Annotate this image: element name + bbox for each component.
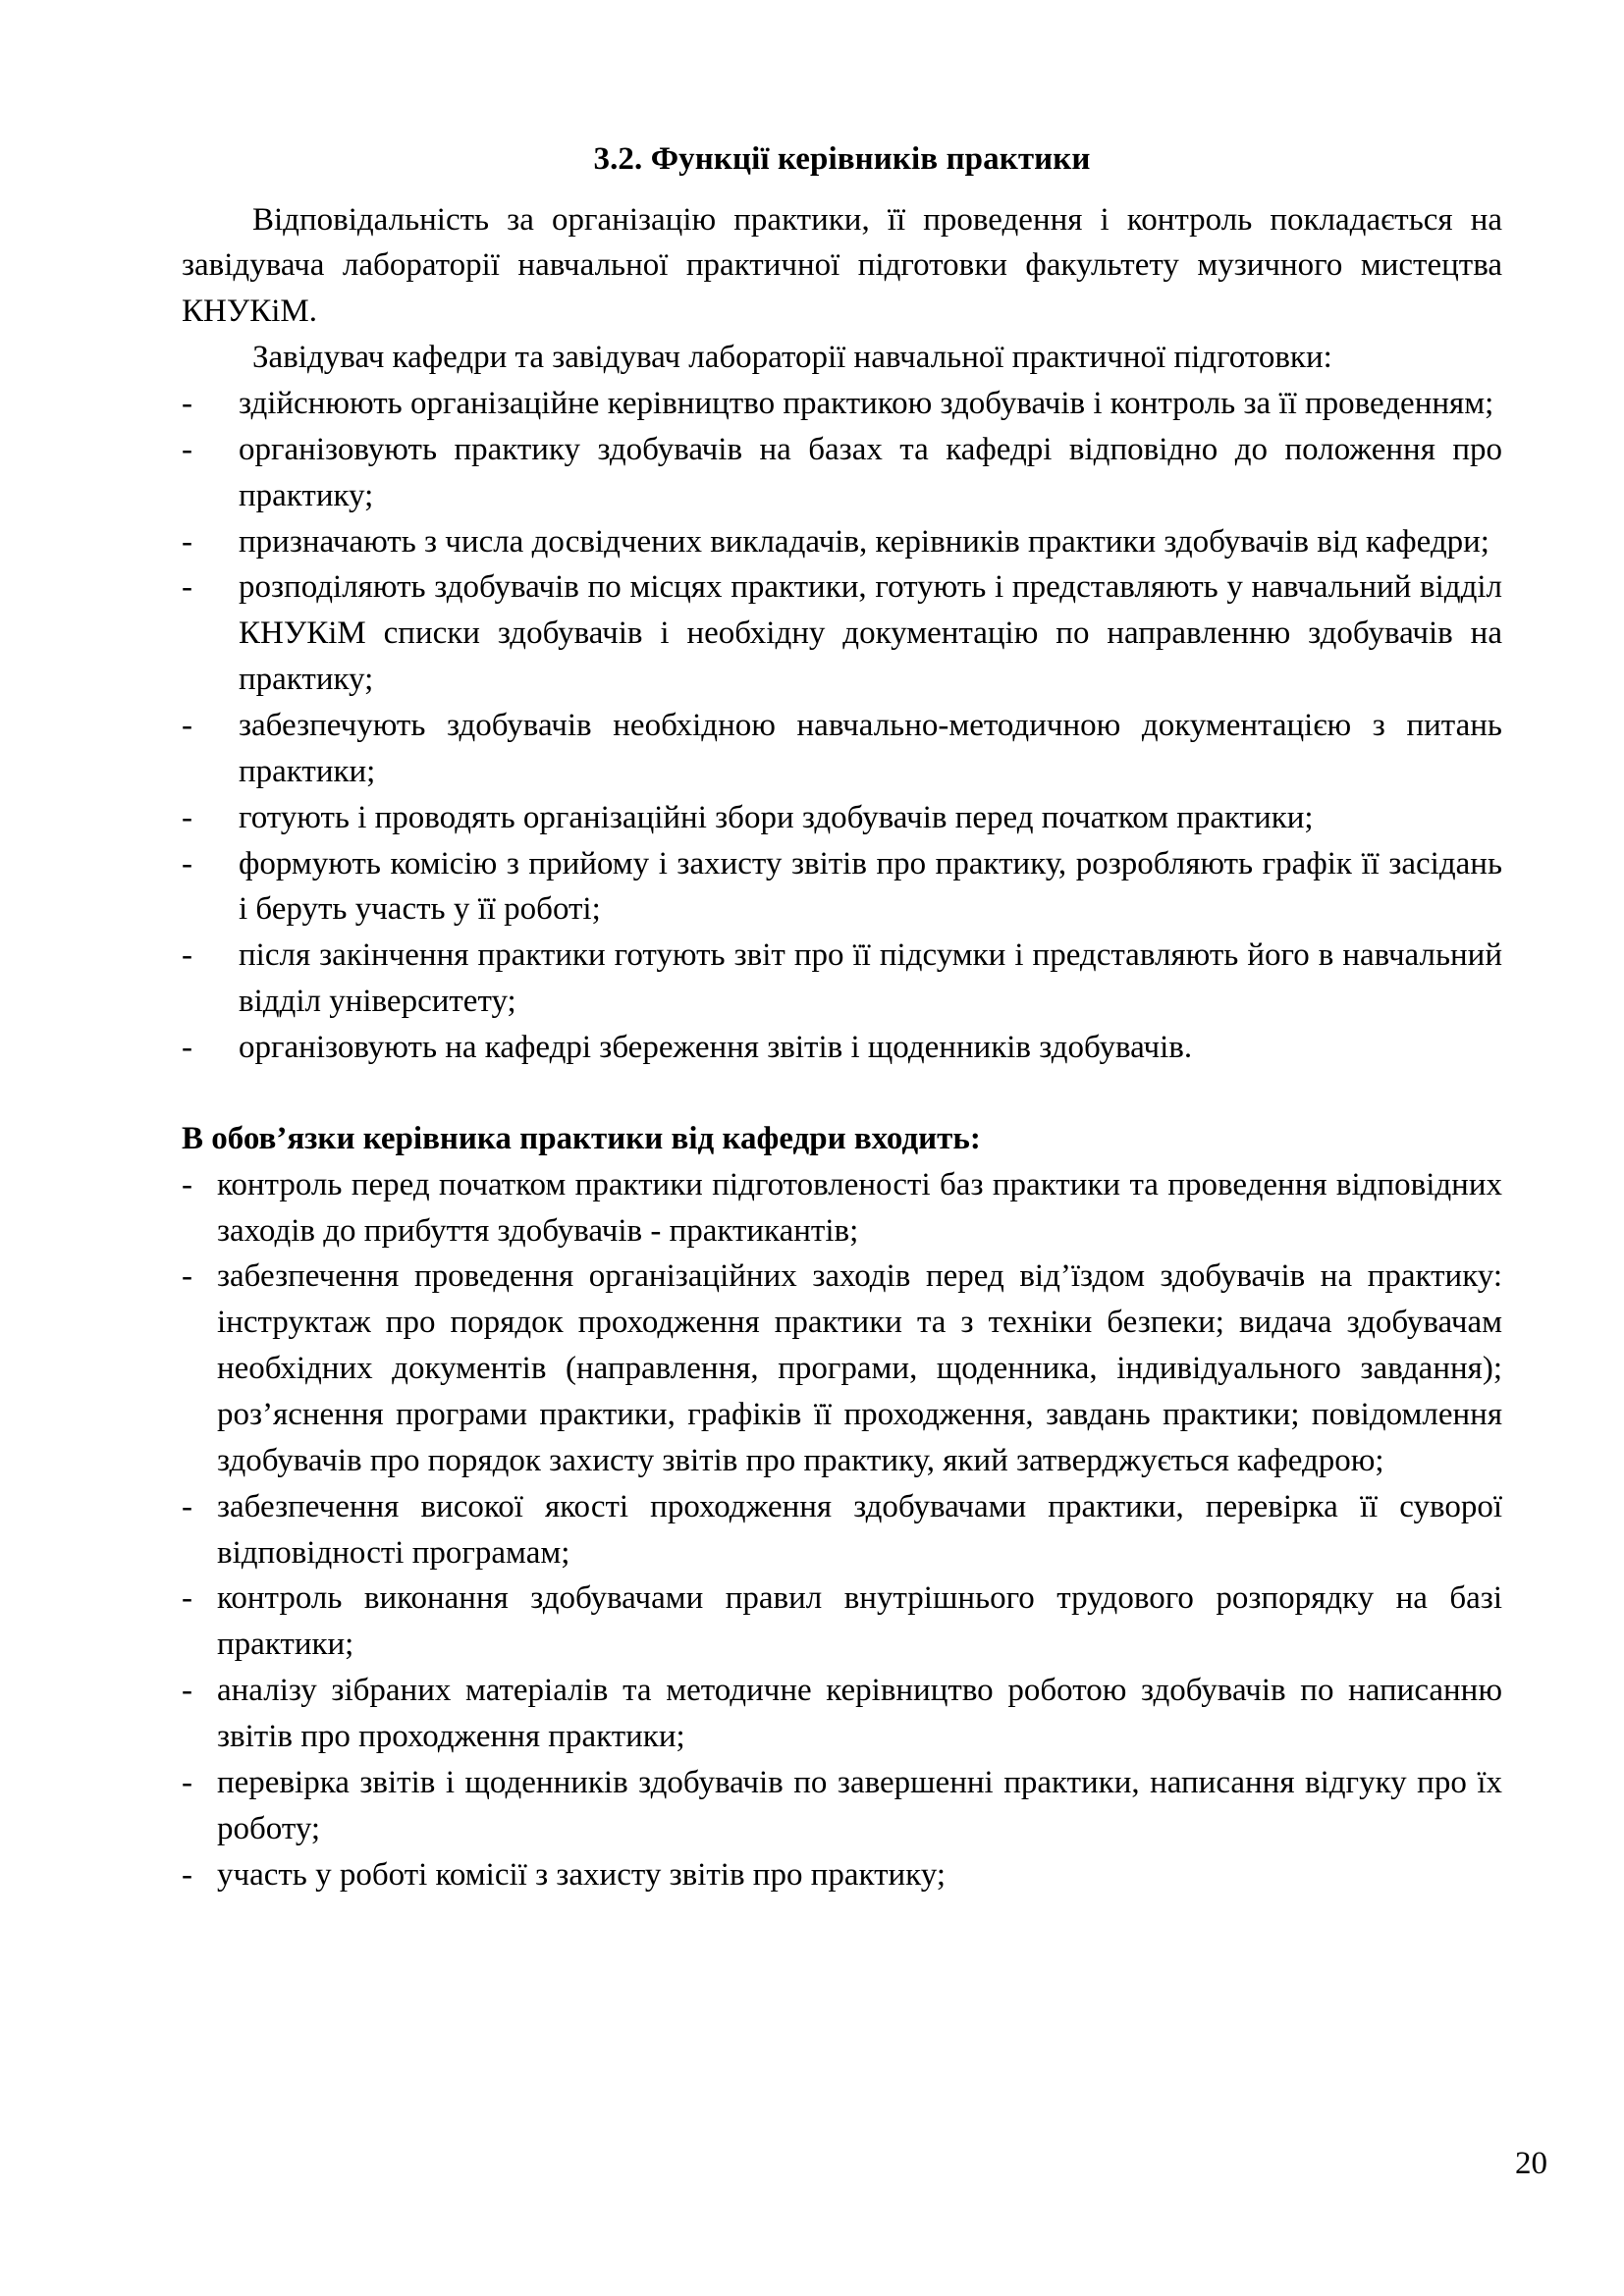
list-item-text: забезпечення високої якості проходження здобувачами практики, перевірка її суворої відповідності програмам; — [217, 1488, 1502, 1571]
intro-paragraph-2: Завідувач кафедри та завідувач лабораторії навчальної практичної підготовки: — [252, 340, 1332, 376]
page-title: 3.2. Функції керівників практики — [593, 141, 1091, 177]
list-item-text: призначають з числа досвідчених викладачів, керівників практики здобувачів від кафедри; — [239, 523, 1489, 560]
bullet-dash-icon: - — [182, 1488, 192, 1524]
bullet-dash-icon: - — [182, 523, 192, 560]
list-item-text: контроль виконання здобувачами правил внутрішнього трудового розпорядку на базі практики; — [217, 1580, 1502, 1663]
list-item — [182, 1760, 1502, 1852]
list-item — [182, 381, 1502, 427]
list-item — [182, 1852, 1502, 1898]
list-item-text: аналізу зібраних матеріалів та методичне керівництво роботою здобувачів по написанню звітів про проходження практики; — [217, 1673, 1502, 1755]
list-item — [182, 1484, 1502, 1576]
intro-paragraph-1: Відповідальність за організацію практики, її проведення і контроль покладається на завідувача лабораторії навчальної практичної підготовки факультету музичного мистецтва КНУКіМ. — [182, 201, 1502, 330]
bullet-dash-icon: - — [182, 1030, 192, 1066]
list-item-text: перевірка звітів і щоденників здобувачів по завершенні практики, написання відгуку про їх роботу; — [217, 1764, 1502, 1846]
list-item — [182, 703, 1502, 795]
list-item-text: організовують на кафедрі збереження звітів і щоденників здобувачів. — [239, 1030, 1193, 1066]
bullet-dash-icon: - — [182, 799, 192, 835]
bullet-dash-icon: - — [182, 1673, 192, 1709]
subheading-supervisor-duties: В обов’язки керівника практики від кафедри входить: — [182, 1120, 981, 1156]
list-item-text: розподіляють здобувачів по місцях практики, готують і представляють у навчальний відділ КНУКіМ списки здобувачів і необхідну документацію по направленню здобувачів на практику; — [239, 569, 1502, 698]
bullet-dash-icon: - — [182, 1764, 192, 1800]
list-item-text: формують комісію з прийому і захисту звітів про практику, розробляють графік її засідань і беруть участь у її роботі; — [239, 845, 1502, 928]
list-item-text: організовують практику здобувачів на базах та кафедрі відповідно до положення про практику; — [239, 431, 1502, 513]
list-item-text: здійснюють організаційне керівництво практикою здобувачів і контроль за її проведенням; — [239, 385, 1494, 421]
list-item — [182, 841, 1502, 934]
list-item-text: після закінчення практики готують звіт про її підсумки і представляють його в навчальний відділ університету; — [239, 937, 1502, 1020]
list-item — [182, 519, 1502, 565]
list-item — [182, 564, 1502, 703]
list-item-text: готують і проводять організаційні збори здобувачів перед початком практики; — [239, 799, 1314, 835]
list-item — [182, 1254, 1502, 1483]
page-number: 20 — [1515, 2146, 1547, 2181]
bullet-dash-icon: - — [182, 1166, 192, 1202]
section-spacer — [182, 1071, 1502, 1116]
list-item — [182, 1575, 1502, 1668]
list-item — [182, 795, 1502, 841]
list-item-text: участь у роботі комісії з захисту звітів про практику; — [217, 1856, 946, 1893]
list-item — [182, 1668, 1502, 1760]
list-item-text: забезпечують здобувачів необхідною навчально-методичною документацією з питань практики; — [239, 708, 1502, 789]
duties-list-department-heads — [182, 381, 1502, 1071]
bullet-dash-icon: - — [182, 845, 192, 881]
list-item — [182, 427, 1502, 519]
bullet-dash-icon: - — [182, 569, 192, 606]
bullet-dash-icon: - — [182, 1856, 192, 1893]
list-item — [182, 1162, 1502, 1255]
bullet-dash-icon: - — [182, 1258, 192, 1295]
bullet-dash-icon: - — [182, 937, 192, 974]
bullet-dash-icon: - — [182, 708, 192, 743]
list-item-text: забезпечення проведення організаційних заходів перед від’їздом здобувачів на практику: інструктаж про порядок проходження практики та з техніки безпеки; видача здобувачам необхідних документів (направлення, програми, щоденника, індивідуального завдання); роз’яснення програми практики, графіків її проходження, завдань практики; повідомлення здобувачів про порядок захисту звітів про практику, який затверджується кафедрою; — [217, 1258, 1502, 1478]
page-content — [182, 137, 1502, 1897]
duties-list-practice-supervisor — [182, 1162, 1502, 1898]
bullet-dash-icon: - — [182, 431, 192, 467]
list-item — [182, 933, 1502, 1025]
bullet-dash-icon: - — [182, 385, 192, 421]
bullet-dash-icon: - — [182, 1580, 192, 1617]
list-item — [182, 1025, 1502, 1071]
list-item-text: контроль перед початком практики підготовленості баз практики та проведення відповідних заходів до прибуття здобувачів - практикантів; — [217, 1166, 1502, 1249]
